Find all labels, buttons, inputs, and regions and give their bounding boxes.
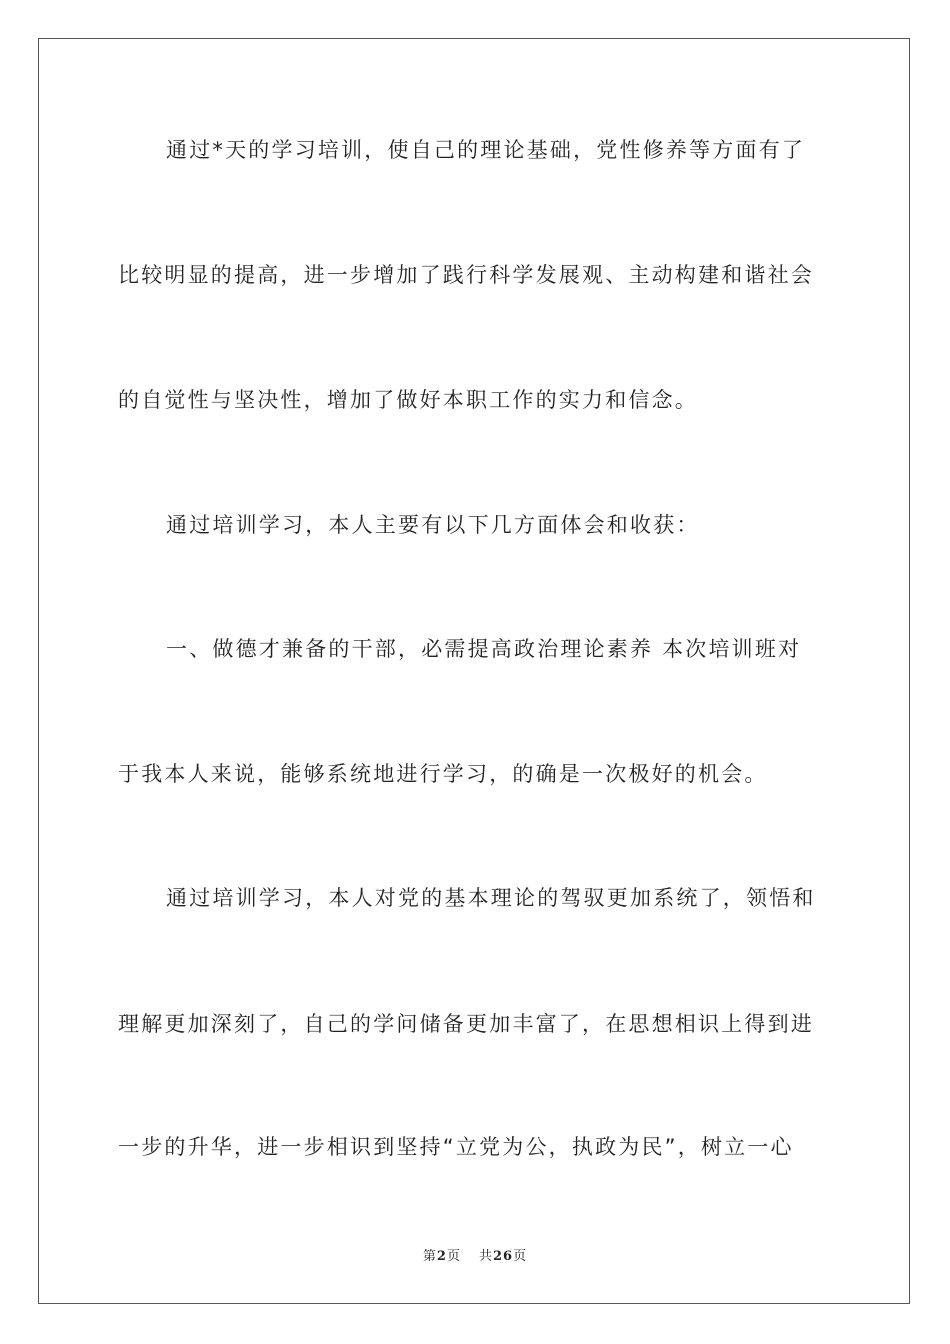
page-suffix: 页 [446, 1249, 461, 1264]
total-pages: 26 [492, 1249, 514, 1264]
page-footer [0, 1245, 950, 1264]
paragraph-line-6: 于我本人来说，能够系统地进行学习，的确是一次极好的机会。 [118, 762, 768, 786]
paragraph-line-1: 通过*天的学习培训，使自己的理论基础，党性修养等方面有了 [166, 138, 806, 162]
total-suffix: 页 [513, 1249, 528, 1264]
page-border [38, 38, 910, 1304]
paragraph-line-7: 通过培训学习，本人对党的基本理论的驾驭更加系统了，领悟和 [166, 886, 816, 910]
total-prefix: 共 [478, 1249, 493, 1264]
paragraph-line-4: 通过培训学习，本人主要有以下几方面体会和收获： [166, 513, 700, 537]
paragraph-line-5: 一、做德才兼备的干部，必需提高政治理论素养 本次培训班对 [166, 637, 802, 661]
paragraph-line-8: 理解更加深刻了，自己的学问储备更加丰富了，在思想相识上得到进 [118, 1012, 814, 1036]
paragraph-line-3: 的自觉性与坚决性，增加了做好本职工作的实力和信念。 [118, 388, 698, 412]
page-number: 2 [436, 1249, 447, 1264]
paragraph-line-2: 比较明显的提高，进一步增加了践行科学发展观、主动构建和谐社会 [118, 263, 814, 287]
paragraph-line-9: 一步的升华，进一步相识到坚持“立党为公，执政为民”，树立一心 [118, 1135, 794, 1159]
page-prefix: 第 [422, 1249, 437, 1264]
